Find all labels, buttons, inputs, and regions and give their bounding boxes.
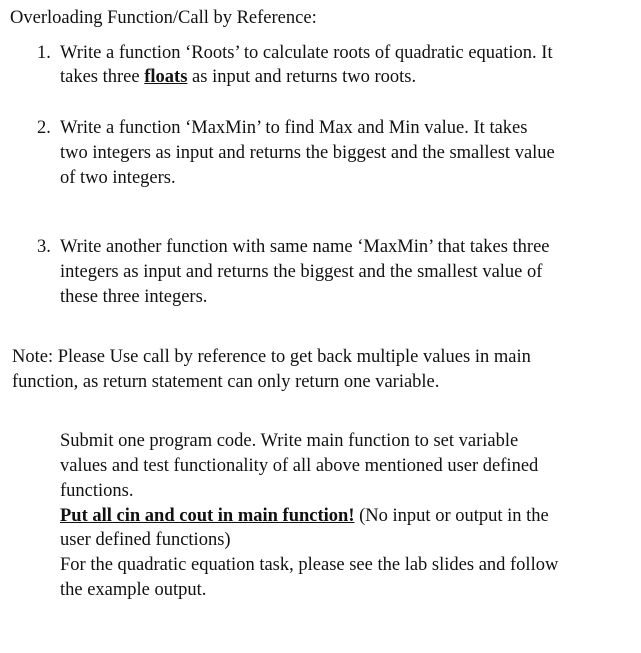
item-2-line-1: Write a function ‘MaxMin’ to find Max and Min value. It takes [60, 118, 528, 138]
floats-emphasis: floats [144, 67, 188, 87]
cin-cout-emphasis: Put all cin and cout in main function! [60, 506, 355, 526]
document-heading: Overloading Function/Call by Reference: [10, 8, 317, 28]
submit-line-1: Submit one program code. Write main function to set variable [60, 431, 519, 451]
item-3-line-2: integers as input and returns the biggest and the smallest value of [60, 262, 543, 282]
item-1-line-1: Write a function ‘Roots’ to calculate roots of quadratic equation. It [60, 43, 553, 63]
note-line-1: Note: Please Use call by reference to get back multiple values in main [12, 347, 531, 367]
note-line-2: function, as return statement can only return one variable. [12, 372, 440, 392]
submit-line-4 [60, 504, 549, 528]
submit-line-5: user defined functions) [60, 530, 231, 550]
item-2-line-3: of two integers. [60, 168, 176, 188]
item-1-line-2-post: as input and returns two roots. [187, 67, 417, 87]
submit-line-4-after: (No input or output in the [354, 506, 549, 526]
submit-line-3: functions. [60, 481, 134, 501]
item-1-line-2-pre: takes three [60, 67, 145, 87]
item-1-line-2 [60, 65, 416, 89]
item-1-number: 1. [37, 43, 51, 63]
item-2-number: 2. [37, 118, 51, 138]
submit-line-6: For the quadratic equation task, please see the lab slides and follow [60, 555, 559, 575]
submit-line-7: the example output. [60, 580, 207, 600]
item-3-line-3: these three integers. [60, 287, 208, 307]
item-3-line-1: Write another function with same name ‘MaxMin’ that takes three [60, 237, 550, 257]
item-2-line-2: two integers as input and returns the biggest and the smallest value [60, 143, 555, 163]
item-3-number: 3. [37, 237, 51, 257]
submit-line-2: values and test functionality of all above mentioned user defined [60, 456, 539, 476]
